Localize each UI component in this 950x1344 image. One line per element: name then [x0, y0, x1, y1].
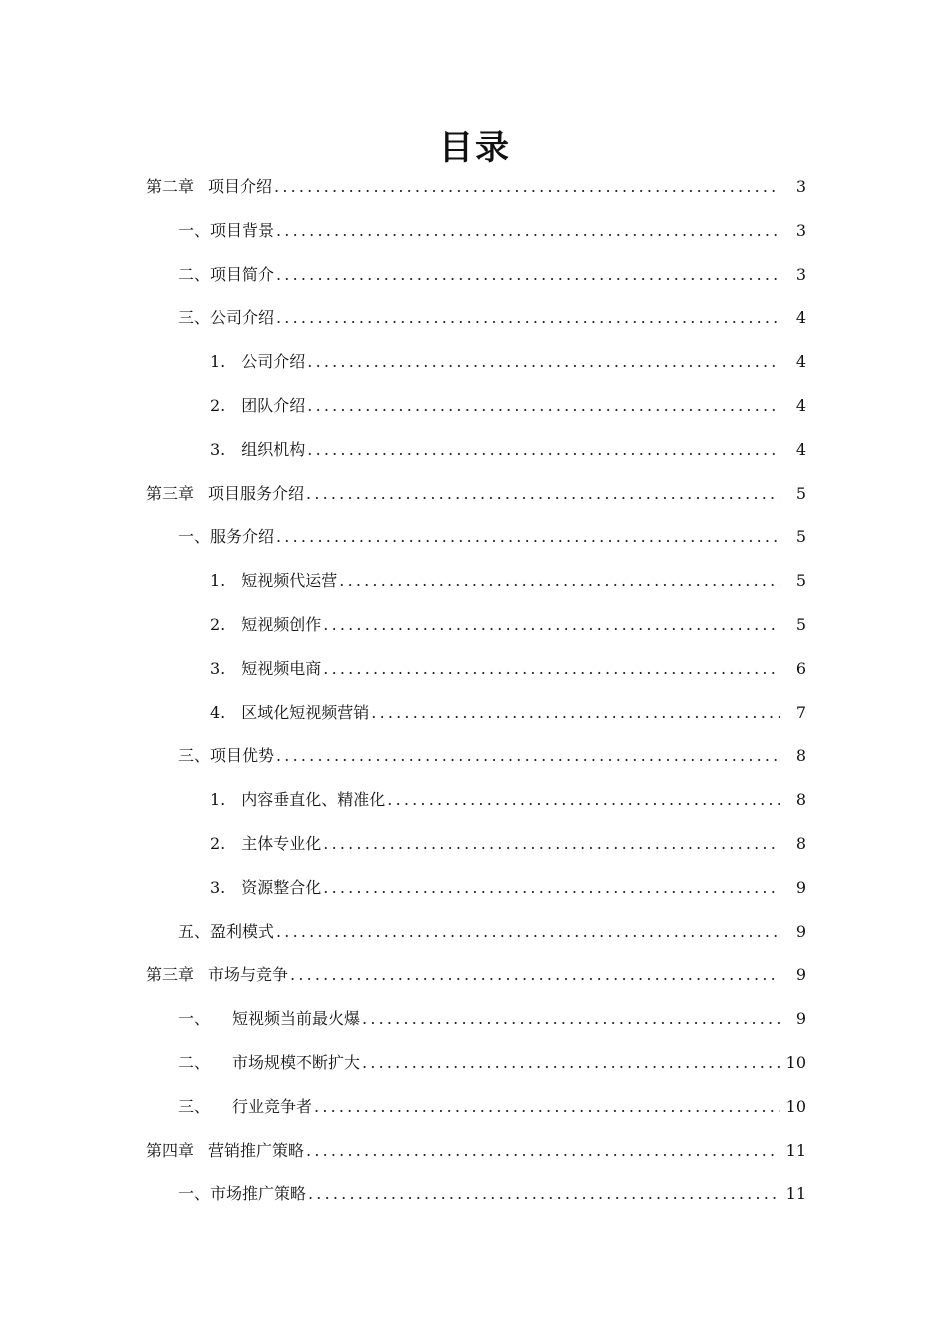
- toc-entry-label: [178, 264, 274, 286]
- toc-leader-dots: [276, 264, 780, 286]
- toc-entry-label: [210, 351, 305, 373]
- toc-entry-text: 一、市场推广策略: [178, 1184, 307, 1204]
- toc-entry-label: [178, 1096, 312, 1118]
- toc-entry-number: 二、: [178, 1052, 211, 1072]
- toc-entry-label: [178, 745, 274, 767]
- toc-entry[interactable]: [0, 264, 950, 308]
- toc-entry-text: 短视频当前最火爆: [232, 1009, 361, 1029]
- toc-entry-text: 市场规模不断扩大: [232, 1052, 361, 1072]
- toc-page-number: 5: [795, 483, 806, 503]
- toc-entry-label: [210, 658, 321, 680]
- toc-page-number: 3: [795, 177, 806, 196]
- toc-entry[interactable]: [0, 526, 950, 570]
- toc-entry-text: 一、服务介绍: [178, 527, 275, 547]
- toc-leader-dots: [307, 351, 780, 373]
- toc-entry-number: 3.: [210, 439, 226, 459]
- toc-leader-dots: [274, 176, 780, 198]
- toc-entry-label: [178, 220, 274, 242]
- toc-entry-number: 一、: [178, 1009, 211, 1029]
- toc-leader-dots: [362, 1052, 780, 1074]
- toc-entry-number: 第三章: [146, 483, 195, 503]
- toc-entry-label: [210, 702, 369, 724]
- toc-entry-text: 组织机构: [241, 439, 306, 459]
- toc-entry-text: 短视频创作: [241, 614, 322, 634]
- toc-entry[interactable]: [0, 439, 950, 483]
- toc-entry-label: [146, 1140, 304, 1162]
- toc-page-number: 9: [795, 877, 806, 897]
- toc-entry-label: [210, 439, 305, 461]
- toc-leader-dots: [276, 526, 780, 548]
- toc-entry[interactable]: [0, 395, 950, 439]
- toc-entry-text: 市场与竞争: [208, 965, 289, 985]
- toc-leader-dots: [323, 614, 780, 636]
- toc-leader-dots: [387, 789, 780, 811]
- toc-entry[interactable]: [0, 833, 950, 877]
- toc-page-number: 5: [795, 614, 806, 634]
- toc-entry-number: 3.: [210, 877, 226, 897]
- toc-entry-label: [178, 921, 274, 943]
- toc-entry-text: 行业竞争者: [232, 1096, 313, 1116]
- toc-page-number: 11: [785, 1184, 806, 1204]
- toc-entry[interactable]: [0, 483, 950, 527]
- toc-page-number: 4: [795, 352, 806, 372]
- toc-entry-text: 内容垂直化、精准化: [241, 790, 386, 810]
- toc-leader-dots: [308, 1183, 780, 1205]
- toc-entry[interactable]: [0, 789, 950, 833]
- toc-entry-number: 第四章: [146, 1140, 195, 1160]
- toc-entry-label: [210, 833, 321, 855]
- toc-page-number: 6: [795, 658, 806, 678]
- toc-entry-label: [178, 1008, 360, 1030]
- toc-entry[interactable]: [0, 658, 950, 702]
- toc-page-number: 5: [795, 571, 806, 591]
- toc-leader-dots: [323, 877, 780, 899]
- toc-leader-dots: [276, 921, 780, 943]
- toc-entry-number: 4.: [210, 702, 226, 722]
- toc-page-number: 8: [795, 746, 806, 766]
- toc-entry-text: 短视频电商: [241, 658, 322, 678]
- toc-entry[interactable]: [0, 1183, 950, 1227]
- toc-page-number: 4: [795, 395, 806, 415]
- toc-entry-label: [178, 1052, 360, 1074]
- toc-leader-dots: [323, 833, 780, 855]
- toc-page-number: 5: [795, 527, 806, 547]
- toc-leader-dots: [314, 1096, 780, 1118]
- toc-leader-dots: [276, 307, 780, 329]
- toc-leader-dots: [362, 1008, 780, 1030]
- toc-entry[interactable]: [0, 1008, 950, 1052]
- toc-entry[interactable]: [0, 176, 950, 220]
- toc-entry[interactable]: [0, 921, 950, 965]
- toc-entry-label: [210, 877, 321, 899]
- toc-page-number: 7: [795, 702, 806, 722]
- toc-entry-label: [146, 176, 272, 198]
- toc-list: [0, 176, 950, 1227]
- toc-entry-number: 第二章: [146, 177, 195, 196]
- toc-page-number: 4: [795, 308, 806, 328]
- toc-entry-text: 项目服务介绍: [208, 483, 305, 503]
- toc-entry-number: 1.: [210, 352, 226, 372]
- toc-entry-number: 2.: [210, 614, 226, 634]
- toc-entry-text: 短视频代运营: [241, 571, 338, 591]
- toc-entry[interactable]: [0, 964, 950, 1008]
- toc-entry[interactable]: [0, 745, 950, 789]
- toc-entry[interactable]: [0, 307, 950, 351]
- toc-entry-text: 三、公司介绍: [178, 308, 275, 328]
- toc-page-number: 8: [795, 790, 806, 810]
- toc-entry-label: [178, 307, 274, 329]
- toc-leader-dots: [276, 745, 780, 767]
- toc-leader-dots: [323, 658, 780, 680]
- toc-page-number: 10: [785, 1052, 806, 1072]
- toc-entry-text: 项目介绍: [208, 177, 273, 196]
- toc-entry[interactable]: [0, 220, 950, 264]
- toc-page-number: 3: [795, 264, 806, 284]
- toc-entry-number: 1.: [210, 571, 226, 591]
- toc-entry-text: 公司介绍: [241, 352, 306, 372]
- toc-entry-label: [210, 395, 305, 417]
- toc-entry-label: [146, 964, 288, 986]
- toc-entry[interactable]: [0, 614, 950, 658]
- toc-entry-text: 一、项目背景: [178, 220, 275, 240]
- toc-page-number: 9: [795, 1009, 806, 1029]
- toc-entry-number: 第三章: [146, 965, 195, 985]
- toc-leader-dots: [307, 395, 780, 417]
- toc-entry-text: 五、盈利模式: [178, 921, 275, 941]
- toc-entry[interactable]: [0, 1140, 950, 1184]
- toc-entry-label: [210, 614, 321, 636]
- toc-entry-label: [178, 1183, 306, 1205]
- toc-entry-text: 团队介绍: [241, 395, 306, 415]
- toc-page-number: 3: [795, 220, 806, 240]
- toc-page-number: 10: [785, 1096, 806, 1116]
- toc-entry-number: 三、: [178, 1096, 211, 1116]
- toc-entry[interactable]: [0, 877, 950, 921]
- toc-entry-text: 三、项目优势: [178, 746, 275, 766]
- toc-entry-label: [146, 483, 304, 505]
- toc-entry[interactable]: [0, 570, 950, 614]
- toc-leader-dots: [306, 1140, 780, 1162]
- toc-entry-text: 资源整合化: [241, 877, 322, 897]
- toc-entry-text: 二、项目简介: [178, 264, 275, 284]
- toc-leader-dots: [307, 439, 780, 461]
- toc-entry[interactable]: [0, 702, 950, 746]
- toc-page-number: 8: [795, 833, 806, 853]
- toc-leader-dots: [290, 964, 780, 986]
- toc-entry-number: 2.: [210, 833, 226, 853]
- toc-entry-text: 主体专业化: [241, 833, 322, 853]
- toc-entry-number: 3.: [210, 658, 226, 678]
- toc-entry[interactable]: [0, 1052, 950, 1096]
- toc-leader-dots: [339, 570, 780, 592]
- toc-entry[interactable]: [0, 1096, 950, 1140]
- toc-entry-text: 营销推广策略: [208, 1140, 305, 1160]
- toc-entry-number: 2.: [210, 395, 226, 415]
- toc-entry[interactable]: [0, 351, 950, 395]
- toc-title: 目录: [439, 128, 511, 168]
- toc-entry-label: [178, 526, 274, 548]
- toc-leader-dots: [306, 483, 780, 505]
- toc-leader-dots: [371, 702, 780, 724]
- toc-page-number: 4: [795, 439, 806, 459]
- toc-entry-label: [210, 570, 337, 592]
- toc-page-number: 9: [795, 921, 806, 941]
- toc-page-number: 11: [785, 1140, 806, 1160]
- toc-entry-number: 1.: [210, 790, 226, 810]
- toc-page-number: 9: [795, 965, 806, 985]
- toc-entry-text: 区域化短视频营销: [241, 702, 370, 722]
- toc-entry-label: [210, 789, 385, 811]
- toc-leader-dots: [276, 220, 780, 242]
